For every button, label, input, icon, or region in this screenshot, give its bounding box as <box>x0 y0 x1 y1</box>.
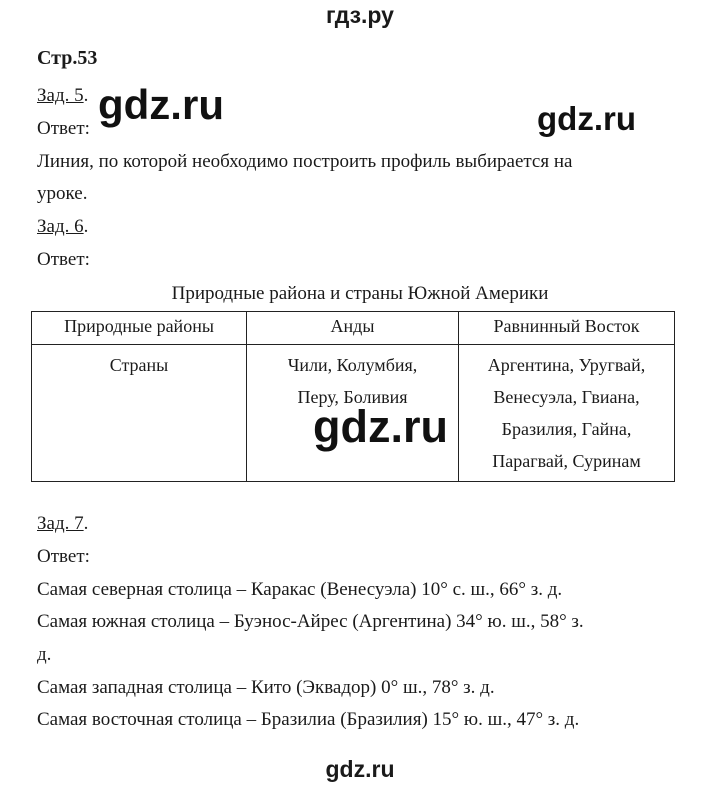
header-regions: Природные районы <box>32 312 247 345</box>
header-east: Равнинный Восток <box>459 312 675 345</box>
regions-table <box>31 311 675 482</box>
task7-line-north: Самая северная столица – Каракас (Венесуэла) 10° с. ш., 66° з. д. <box>37 579 563 600</box>
east-line: Бразилия, Гайна, <box>501 419 632 439</box>
task6-label-text: Зад. 6 <box>37 216 84 237</box>
header-andes: Анды <box>247 312 459 345</box>
andes-line: Чили, Колумбия, <box>287 355 418 375</box>
task7-label: Зад. 7. <box>37 513 89 534</box>
task7-line-west: Самая западная столица – Кито (Эквадор) 0° ш., 78° з. д. <box>37 677 495 698</box>
east-countries-cell <box>459 345 675 482</box>
watermark: gdz.ru <box>537 100 636 137</box>
task6-answer-label: Ответ: <box>37 249 90 270</box>
task5-text-line1: Линия, по которой необходимо построить профиль выбирается на <box>37 151 573 172</box>
site-footer: gdz.ru <box>325 756 395 782</box>
task5-label: Зад. 5. <box>37 85 89 106</box>
east-line: Парагвай, Суринам <box>492 451 641 471</box>
task5-answer-label: Ответ: <box>37 118 90 139</box>
task7-line-south-cont: д. <box>37 644 52 665</box>
row-label-countries: Страны <box>32 345 247 482</box>
task5-text-line2: уроке. <box>37 183 88 204</box>
site-header: гдз.ру <box>326 2 394 28</box>
east-line: Венесуэла, Гвиана, <box>493 387 640 407</box>
watermark: gdz.ru <box>98 81 224 128</box>
table-header-row <box>32 312 675 345</box>
task6-label: Зад. 6. <box>37 216 89 237</box>
page-number: Стр.53 <box>37 47 98 69</box>
watermark: gdz.ru <box>313 401 448 452</box>
task7-line-south: Самая южная столица – Буэнос-Айрес (Аргентина) 34° ю. ш., 58° з. <box>37 611 584 632</box>
task7-label-text: Зад. 7 <box>37 513 84 534</box>
table-caption: Природные района и страны Южной Америки <box>171 283 549 304</box>
task5-label-text: Зад. 5 <box>37 85 84 106</box>
task7-answer-label: Ответ: <box>37 546 90 567</box>
andes-line: Перу, Боливия <box>297 387 408 407</box>
east-line: Аргентина, Уругвай, <box>487 355 646 375</box>
task7-line-east: Самая восточная столица – Бразилиа (Бразилия) 15° ю. ш., 47° з. д. <box>37 709 580 730</box>
